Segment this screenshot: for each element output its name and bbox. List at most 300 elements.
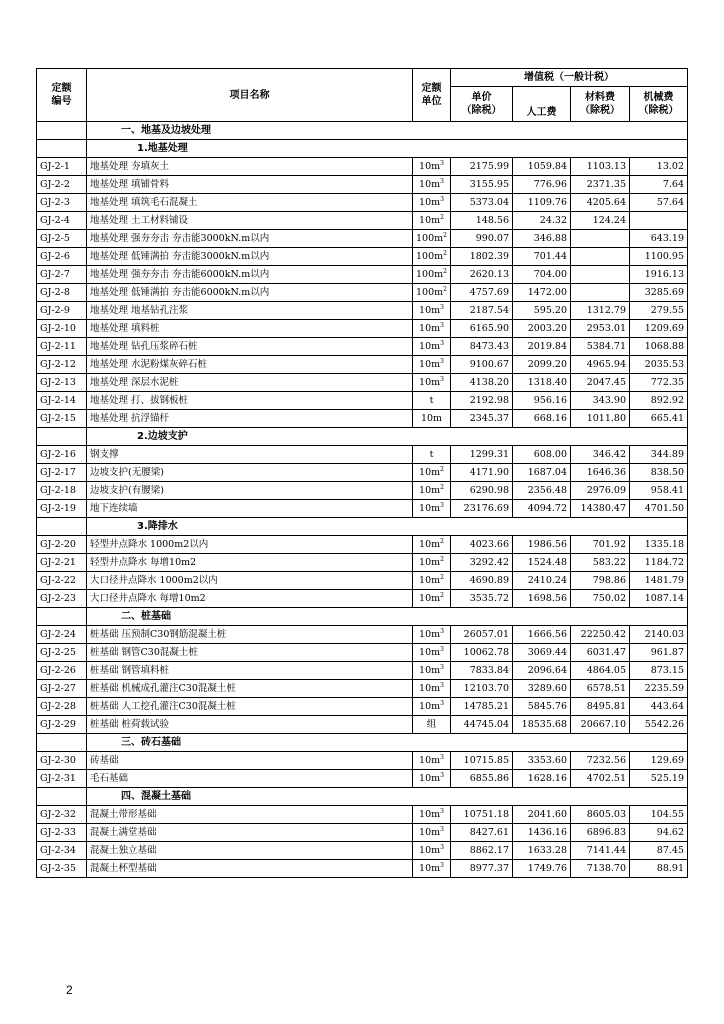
- item-unit-price: 10715.85: [451, 752, 513, 770]
- item-machine-cost: 3285.69: [630, 284, 688, 302]
- unit-exponent: 3: [440, 177, 444, 185]
- item-labor-cost: 1059.84: [513, 158, 571, 176]
- item-code: GJ-2-12: [37, 356, 87, 374]
- item-material-cost: 4965.94: [571, 356, 630, 374]
- item-unit: [413, 698, 451, 716]
- item-unit-price: 6290.98: [451, 482, 513, 500]
- item-labor-cost: 2003.20: [513, 320, 571, 338]
- item-unit-price: 4171.90: [451, 464, 513, 482]
- item-code: GJ-2-32: [37, 806, 87, 824]
- group-code-cell: [37, 428, 87, 446]
- item-name: 地基处理 地基钻孔注浆: [87, 302, 413, 320]
- item-material-cost: 1646.36: [571, 464, 630, 482]
- item-machine-cost: 13.02: [630, 158, 688, 176]
- item-machine-cost: [630, 212, 688, 230]
- unit-exponent: 2: [440, 537, 444, 545]
- item-unit: [413, 302, 451, 320]
- item-material-cost: 2047.45: [571, 374, 630, 392]
- item-machine-cost: 344.89: [630, 446, 688, 464]
- item-unit-price: 26057.01: [451, 626, 513, 644]
- item-labor-cost: 24.32: [513, 212, 571, 230]
- unit-text: 10m: [419, 557, 441, 568]
- header-code: 定额 编号: [37, 69, 87, 122]
- item-labor-cost: 18535.68: [513, 716, 571, 734]
- item-unit-price: 44745.04: [451, 716, 513, 734]
- unit-text: 10m: [419, 215, 441, 226]
- unit-exponent: 2: [440, 555, 444, 563]
- unit-exponent: 2: [440, 465, 444, 473]
- group-title: 三、砖石基础: [87, 734, 688, 752]
- group-code-cell: [37, 734, 87, 752]
- item-material-cost: 6896.83: [571, 824, 630, 842]
- item-code: GJ-2-10: [37, 320, 87, 338]
- item-machine-cost: 4701.50: [630, 500, 688, 518]
- unit-text: 100m: [416, 233, 444, 244]
- item-name: 地基处理 打、拔钢板桩: [87, 392, 413, 410]
- item-material-cost: 8605.03: [571, 806, 630, 824]
- unit-text: 10m: [419, 341, 441, 352]
- table-row: [37, 194, 688, 212]
- item-machine-cost: 94.62: [630, 824, 688, 842]
- item-code: GJ-2-19: [37, 500, 87, 518]
- item-unit-price: 4757.69: [451, 284, 513, 302]
- item-machine-cost: 958.41: [630, 482, 688, 500]
- item-unit-price: 1802.39: [451, 248, 513, 266]
- unit-exponent: 3: [440, 825, 444, 833]
- group-code-cell: [37, 518, 87, 536]
- item-machine-cost: 2235.59: [630, 680, 688, 698]
- table-row: [37, 716, 688, 734]
- table-row: [37, 680, 688, 698]
- item-unit-price: 2192.98: [451, 392, 513, 410]
- item-material-cost: 7232.56: [571, 752, 630, 770]
- table-row: [37, 302, 688, 320]
- unit-text: 10m: [419, 755, 441, 766]
- table-row: [37, 824, 688, 842]
- item-unit: [413, 410, 451, 428]
- item-unit: [413, 320, 451, 338]
- table-row: [37, 860, 688, 878]
- item-labor-cost: 956.16: [513, 392, 571, 410]
- item-machine-cost: 1068.88: [630, 338, 688, 356]
- item-name: 地基处理 填料桩: [87, 320, 413, 338]
- item-material-cost: 1312.79: [571, 302, 630, 320]
- unit-text: 10m: [419, 701, 441, 712]
- table-row: [37, 392, 688, 410]
- item-name: 边坡支护(无腰梁): [87, 464, 413, 482]
- item-unit-price: 3535.72: [451, 590, 513, 608]
- item-labor-cost: 1749.76: [513, 860, 571, 878]
- item-labor-cost: 1666.56: [513, 626, 571, 644]
- item-unit: [413, 176, 451, 194]
- group-heading-row: [37, 518, 688, 536]
- unit-exponent: 3: [440, 375, 444, 383]
- item-unit-price: 4690.89: [451, 572, 513, 590]
- item-labor-cost: 1472.00: [513, 284, 571, 302]
- item-material-cost: 1103.13: [571, 158, 630, 176]
- item-labor-cost: 2041.60: [513, 806, 571, 824]
- item-labor-cost: 2356.48: [513, 482, 571, 500]
- table-row: [37, 266, 688, 284]
- unit-exponent: 3: [440, 861, 444, 869]
- item-unit: [413, 374, 451, 392]
- item-code: GJ-2-16: [37, 446, 87, 464]
- item-code: GJ-2-2: [37, 176, 87, 194]
- item-code: GJ-2-20: [37, 536, 87, 554]
- item-unit-price: 8977.37: [451, 860, 513, 878]
- item-name: 地基处理 填筑毛石混凝土: [87, 194, 413, 212]
- item-unit: [413, 824, 451, 842]
- item-material-cost: [571, 230, 630, 248]
- item-material-cost: 2976.09: [571, 482, 630, 500]
- unit-exponent: 3: [440, 339, 444, 347]
- item-machine-cost: 892.92: [630, 392, 688, 410]
- table-row: [37, 410, 688, 428]
- item-name: 地基处理 强夯夯击 夯击能3000kN.m以内: [87, 230, 413, 248]
- item-labor-cost: 3353.60: [513, 752, 571, 770]
- item-material-cost: 798.86: [571, 572, 630, 590]
- item-labor-cost: 4094.72: [513, 500, 571, 518]
- unit-exponent: 2: [440, 483, 444, 491]
- item-unit: [413, 752, 451, 770]
- item-name: 混凝土满堂基础: [87, 824, 413, 842]
- group-code-cell: [37, 140, 87, 158]
- item-labor-cost: 346.88: [513, 230, 571, 248]
- unit-text: 10m: [419, 629, 441, 640]
- item-material-cost: 22250.42: [571, 626, 630, 644]
- item-material-cost: 5384.71: [571, 338, 630, 356]
- table-row: [37, 482, 688, 500]
- item-name: 边坡支护(有腰梁): [87, 482, 413, 500]
- header-name: 项目名称: [87, 69, 413, 122]
- item-unit-price: 8473.43: [451, 338, 513, 356]
- unit-exponent: 3: [440, 753, 444, 761]
- item-material-cost: 20667.10: [571, 716, 630, 734]
- table-row: [37, 752, 688, 770]
- item-material-cost: 6031.47: [571, 644, 630, 662]
- unit-exponent: 3: [440, 663, 444, 671]
- item-unit-price: 5373.04: [451, 194, 513, 212]
- item-labor-cost: 2096.64: [513, 662, 571, 680]
- rate-table-sheet: [36, 68, 687, 878]
- unit-text: 10m: [419, 161, 441, 172]
- header-material: 材料费 （除税）: [571, 87, 630, 122]
- item-unit-price: 7833.84: [451, 662, 513, 680]
- unit-text: 10m: [419, 683, 441, 694]
- item-machine-cost: 1916.13: [630, 266, 688, 284]
- unit-exponent: 3: [440, 501, 444, 509]
- unit-text: 10m: [419, 665, 441, 676]
- unit-exponent: 3: [440, 699, 444, 707]
- group-title: 二、桩基础: [87, 608, 688, 626]
- item-material-cost: 4702.51: [571, 770, 630, 788]
- item-unit-price: 10062.78: [451, 644, 513, 662]
- item-machine-cost: 5542.26: [630, 716, 688, 734]
- item-labor-cost: 1109.76: [513, 194, 571, 212]
- item-machine-cost: 443.64: [630, 698, 688, 716]
- unit-exponent: 3: [440, 843, 444, 851]
- table-row: [37, 806, 688, 824]
- unit-exponent: 2: [440, 573, 444, 581]
- table-header: [37, 69, 688, 122]
- unit-text: 100m: [416, 269, 444, 280]
- item-unit-price: 3155.95: [451, 176, 513, 194]
- item-machine-cost: 129.69: [630, 752, 688, 770]
- item-unit: [413, 266, 451, 284]
- item-name: 轻型井点降水 每增10m2: [87, 554, 413, 572]
- page-number: 2: [66, 983, 73, 997]
- item-machine-cost: 665.41: [630, 410, 688, 428]
- item-unit-price: 3292.42: [451, 554, 513, 572]
- group-heading-row: [37, 734, 688, 752]
- item-labor-cost: 608.00: [513, 446, 571, 464]
- item-code: GJ-2-8: [37, 284, 87, 302]
- item-material-cost: 2371.35: [571, 176, 630, 194]
- item-name: 桩基础 桩荷载试验: [87, 716, 413, 734]
- item-unit-price: 8862.17: [451, 842, 513, 860]
- header-labor: 人工费: [513, 87, 571, 122]
- item-labor-cost: 1687.04: [513, 464, 571, 482]
- item-machine-cost: 1209.69: [630, 320, 688, 338]
- item-machine-cost: 57.64: [630, 194, 688, 212]
- item-unit-price: 2345.37: [451, 410, 513, 428]
- item-machine-cost: 2035.53: [630, 356, 688, 374]
- item-labor-cost: 1524.48: [513, 554, 571, 572]
- item-unit: [413, 626, 451, 644]
- item-labor-cost: 1436.16: [513, 824, 571, 842]
- group-code-cell: [37, 608, 87, 626]
- rate-table: [36, 68, 688, 878]
- item-machine-cost: 87.45: [630, 842, 688, 860]
- table-row: [37, 446, 688, 464]
- item-code: GJ-2-24: [37, 626, 87, 644]
- item-name: 桩基础 人工挖孔灌注C30混凝土桩: [87, 698, 413, 716]
- item-labor-cost: 2099.20: [513, 356, 571, 374]
- unit-text: 10m: [419, 809, 441, 820]
- item-name: 桩基础 机械成孔灌注C30混凝土桩: [87, 680, 413, 698]
- unit-text: 100m: [416, 251, 444, 262]
- item-unit-price: 2175.99: [451, 158, 513, 176]
- table-row: [37, 554, 688, 572]
- group-code-cell: [37, 122, 87, 140]
- table-row: [37, 662, 688, 680]
- table-body: [37, 122, 688, 878]
- item-unit: [413, 806, 451, 824]
- table-row: [37, 464, 688, 482]
- item-unit: [413, 392, 451, 410]
- unit-exponent: 2: [443, 285, 447, 293]
- item-unit-price: 990.07: [451, 230, 513, 248]
- table-row: [37, 356, 688, 374]
- item-unit-price: 4138.20: [451, 374, 513, 392]
- item-unit: [413, 464, 451, 482]
- table-row: [37, 212, 688, 230]
- group-heading-row: [37, 428, 688, 446]
- table-row: [37, 842, 688, 860]
- item-name: 地基处理 低锤满拍 夯击能6000kN.m以内: [87, 284, 413, 302]
- item-name: 地基处理 钻孔压浆碎石桩: [87, 338, 413, 356]
- item-code: GJ-2-30: [37, 752, 87, 770]
- item-name: 地基处理 抗浮锚杆: [87, 410, 413, 428]
- item-unit: [413, 500, 451, 518]
- table-row: [37, 500, 688, 518]
- unit-exponent: 3: [440, 303, 444, 311]
- item-code: GJ-2-28: [37, 698, 87, 716]
- item-machine-cost: 1100.95: [630, 248, 688, 266]
- item-machine-cost: 961.87: [630, 644, 688, 662]
- unit-exponent: 2: [440, 591, 444, 599]
- item-code: GJ-2-31: [37, 770, 87, 788]
- item-unit: [413, 680, 451, 698]
- unit-text: 10m: [419, 305, 441, 316]
- item-labor-cost: 3069.44: [513, 644, 571, 662]
- item-code: GJ-2-7: [37, 266, 87, 284]
- item-code: GJ-2-17: [37, 464, 87, 482]
- item-unit: [413, 230, 451, 248]
- group-title: 四、混凝土基础: [87, 788, 688, 806]
- item-labor-cost: 1986.56: [513, 536, 571, 554]
- item-name: 钢支撑: [87, 446, 413, 464]
- item-code: GJ-2-6: [37, 248, 87, 266]
- unit-text: 10m: [419, 323, 441, 334]
- item-code: GJ-2-27: [37, 680, 87, 698]
- unit-exponent: 2: [443, 267, 447, 275]
- item-code: GJ-2-22: [37, 572, 87, 590]
- item-labor-cost: 2019.84: [513, 338, 571, 356]
- header-vat: 增值税（一般计税）: [451, 69, 688, 87]
- item-unit: [413, 482, 451, 500]
- unit-exponent: 3: [440, 195, 444, 203]
- item-material-cost: 14380.47: [571, 500, 630, 518]
- item-unit-price: 2187.54: [451, 302, 513, 320]
- item-unit: [413, 158, 451, 176]
- unit-text: 10m: [419, 647, 441, 658]
- table-row: [37, 248, 688, 266]
- unit-text: 10m: [419, 863, 441, 874]
- table-row: [37, 338, 688, 356]
- item-unit: [413, 644, 451, 662]
- table-row: [37, 374, 688, 392]
- table-row: [37, 644, 688, 662]
- group-heading-row: [37, 122, 688, 140]
- group-title: 3.降排水: [87, 518, 688, 536]
- item-name: 地基处理 强夯夯击 夯击能6000kN.m以内: [87, 266, 413, 284]
- table-row: [37, 320, 688, 338]
- item-unit-price: 8427.61: [451, 824, 513, 842]
- item-code: GJ-2-18: [37, 482, 87, 500]
- item-code: GJ-2-14: [37, 392, 87, 410]
- item-name: 砖基础: [87, 752, 413, 770]
- item-code: GJ-2-11: [37, 338, 87, 356]
- item-unit: [413, 572, 451, 590]
- item-material-cost: 701.92: [571, 536, 630, 554]
- unit-exponent: 3: [440, 321, 444, 329]
- item-material-cost: 343.90: [571, 392, 630, 410]
- item-unit: [413, 338, 451, 356]
- item-machine-cost: 7.64: [630, 176, 688, 194]
- unit-text: 10m: [419, 359, 441, 370]
- item-code: GJ-2-25: [37, 644, 87, 662]
- item-name: 轻型井点降水 1000m2以内: [87, 536, 413, 554]
- item-labor-cost: 1633.28: [513, 842, 571, 860]
- unit-exponent: 3: [440, 645, 444, 653]
- table-row: [37, 230, 688, 248]
- item-unit-price: 23176.69: [451, 500, 513, 518]
- item-labor-cost: 2410.24: [513, 572, 571, 590]
- item-unit-price: 1299.31: [451, 446, 513, 464]
- item-unit-price: 2620.13: [451, 266, 513, 284]
- unit-exponent: 2: [440, 213, 444, 221]
- table-row: [37, 176, 688, 194]
- item-unit-price: 148.56: [451, 212, 513, 230]
- table-row: [37, 626, 688, 644]
- item-code: GJ-2-13: [37, 374, 87, 392]
- unit-text: 10m: [419, 827, 441, 838]
- item-unit: [413, 842, 451, 860]
- item-labor-cost: 3289.60: [513, 680, 571, 698]
- item-unit-price: 14785.21: [451, 698, 513, 716]
- table-row: [37, 698, 688, 716]
- item-material-cost: 7138.70: [571, 860, 630, 878]
- item-name: 地基处理 土工材料铺设: [87, 212, 413, 230]
- header-unit: 定额 单位: [413, 69, 451, 122]
- item-unit-price: 10751.18: [451, 806, 513, 824]
- table-row: [37, 770, 688, 788]
- unit-text: 100m: [416, 287, 444, 298]
- item-name: 桩基础 钢管C30混凝土桩: [87, 644, 413, 662]
- item-material-cost: 1011.80: [571, 410, 630, 428]
- item-name: 大口径井点降水 每增10m2: [87, 590, 413, 608]
- item-unit: [413, 212, 451, 230]
- item-machine-cost: 279.55: [630, 302, 688, 320]
- unit-text: 组: [426, 719, 437, 730]
- unit-text: 10m: [419, 503, 441, 514]
- item-labor-cost: 1698.56: [513, 590, 571, 608]
- item-labor-cost: 5845.76: [513, 698, 571, 716]
- item-material-cost: [571, 266, 630, 284]
- item-material-cost: 8495.81: [571, 698, 630, 716]
- item-name: 地基处理 深层水泥桩: [87, 374, 413, 392]
- item-material-cost: 6578.51: [571, 680, 630, 698]
- item-machine-cost: 1481.79: [630, 572, 688, 590]
- item-unit: [413, 284, 451, 302]
- unit-exponent: 3: [440, 357, 444, 365]
- item-unit: [413, 536, 451, 554]
- item-labor-cost: 701.44: [513, 248, 571, 266]
- group-heading-row: [37, 608, 688, 626]
- item-code: GJ-2-1: [37, 158, 87, 176]
- item-code: GJ-2-15: [37, 410, 87, 428]
- unit-text: 10m: [419, 197, 441, 208]
- item-unit: [413, 590, 451, 608]
- item-machine-cost: 525.19: [630, 770, 688, 788]
- item-unit: [413, 662, 451, 680]
- group-title: 一、地基及边坡处理: [87, 122, 688, 140]
- item-machine-cost: 1184.72: [630, 554, 688, 572]
- group-title: 1.地基处理: [87, 140, 688, 158]
- unit-text: 10m: [419, 377, 441, 388]
- item-unit-price: 6165.90: [451, 320, 513, 338]
- unit-text: 10m: [419, 485, 441, 496]
- item-labor-cost: 595.20: [513, 302, 571, 320]
- item-material-cost: 583.22: [571, 554, 630, 572]
- item-labor-cost: 776.96: [513, 176, 571, 194]
- item-machine-cost: 1335.18: [630, 536, 688, 554]
- item-name: 地基处理 水泥粉煤灰碎石桩: [87, 356, 413, 374]
- group-heading-row: [37, 788, 688, 806]
- item-code: GJ-2-35: [37, 860, 87, 878]
- item-name: 混凝土带形基础: [87, 806, 413, 824]
